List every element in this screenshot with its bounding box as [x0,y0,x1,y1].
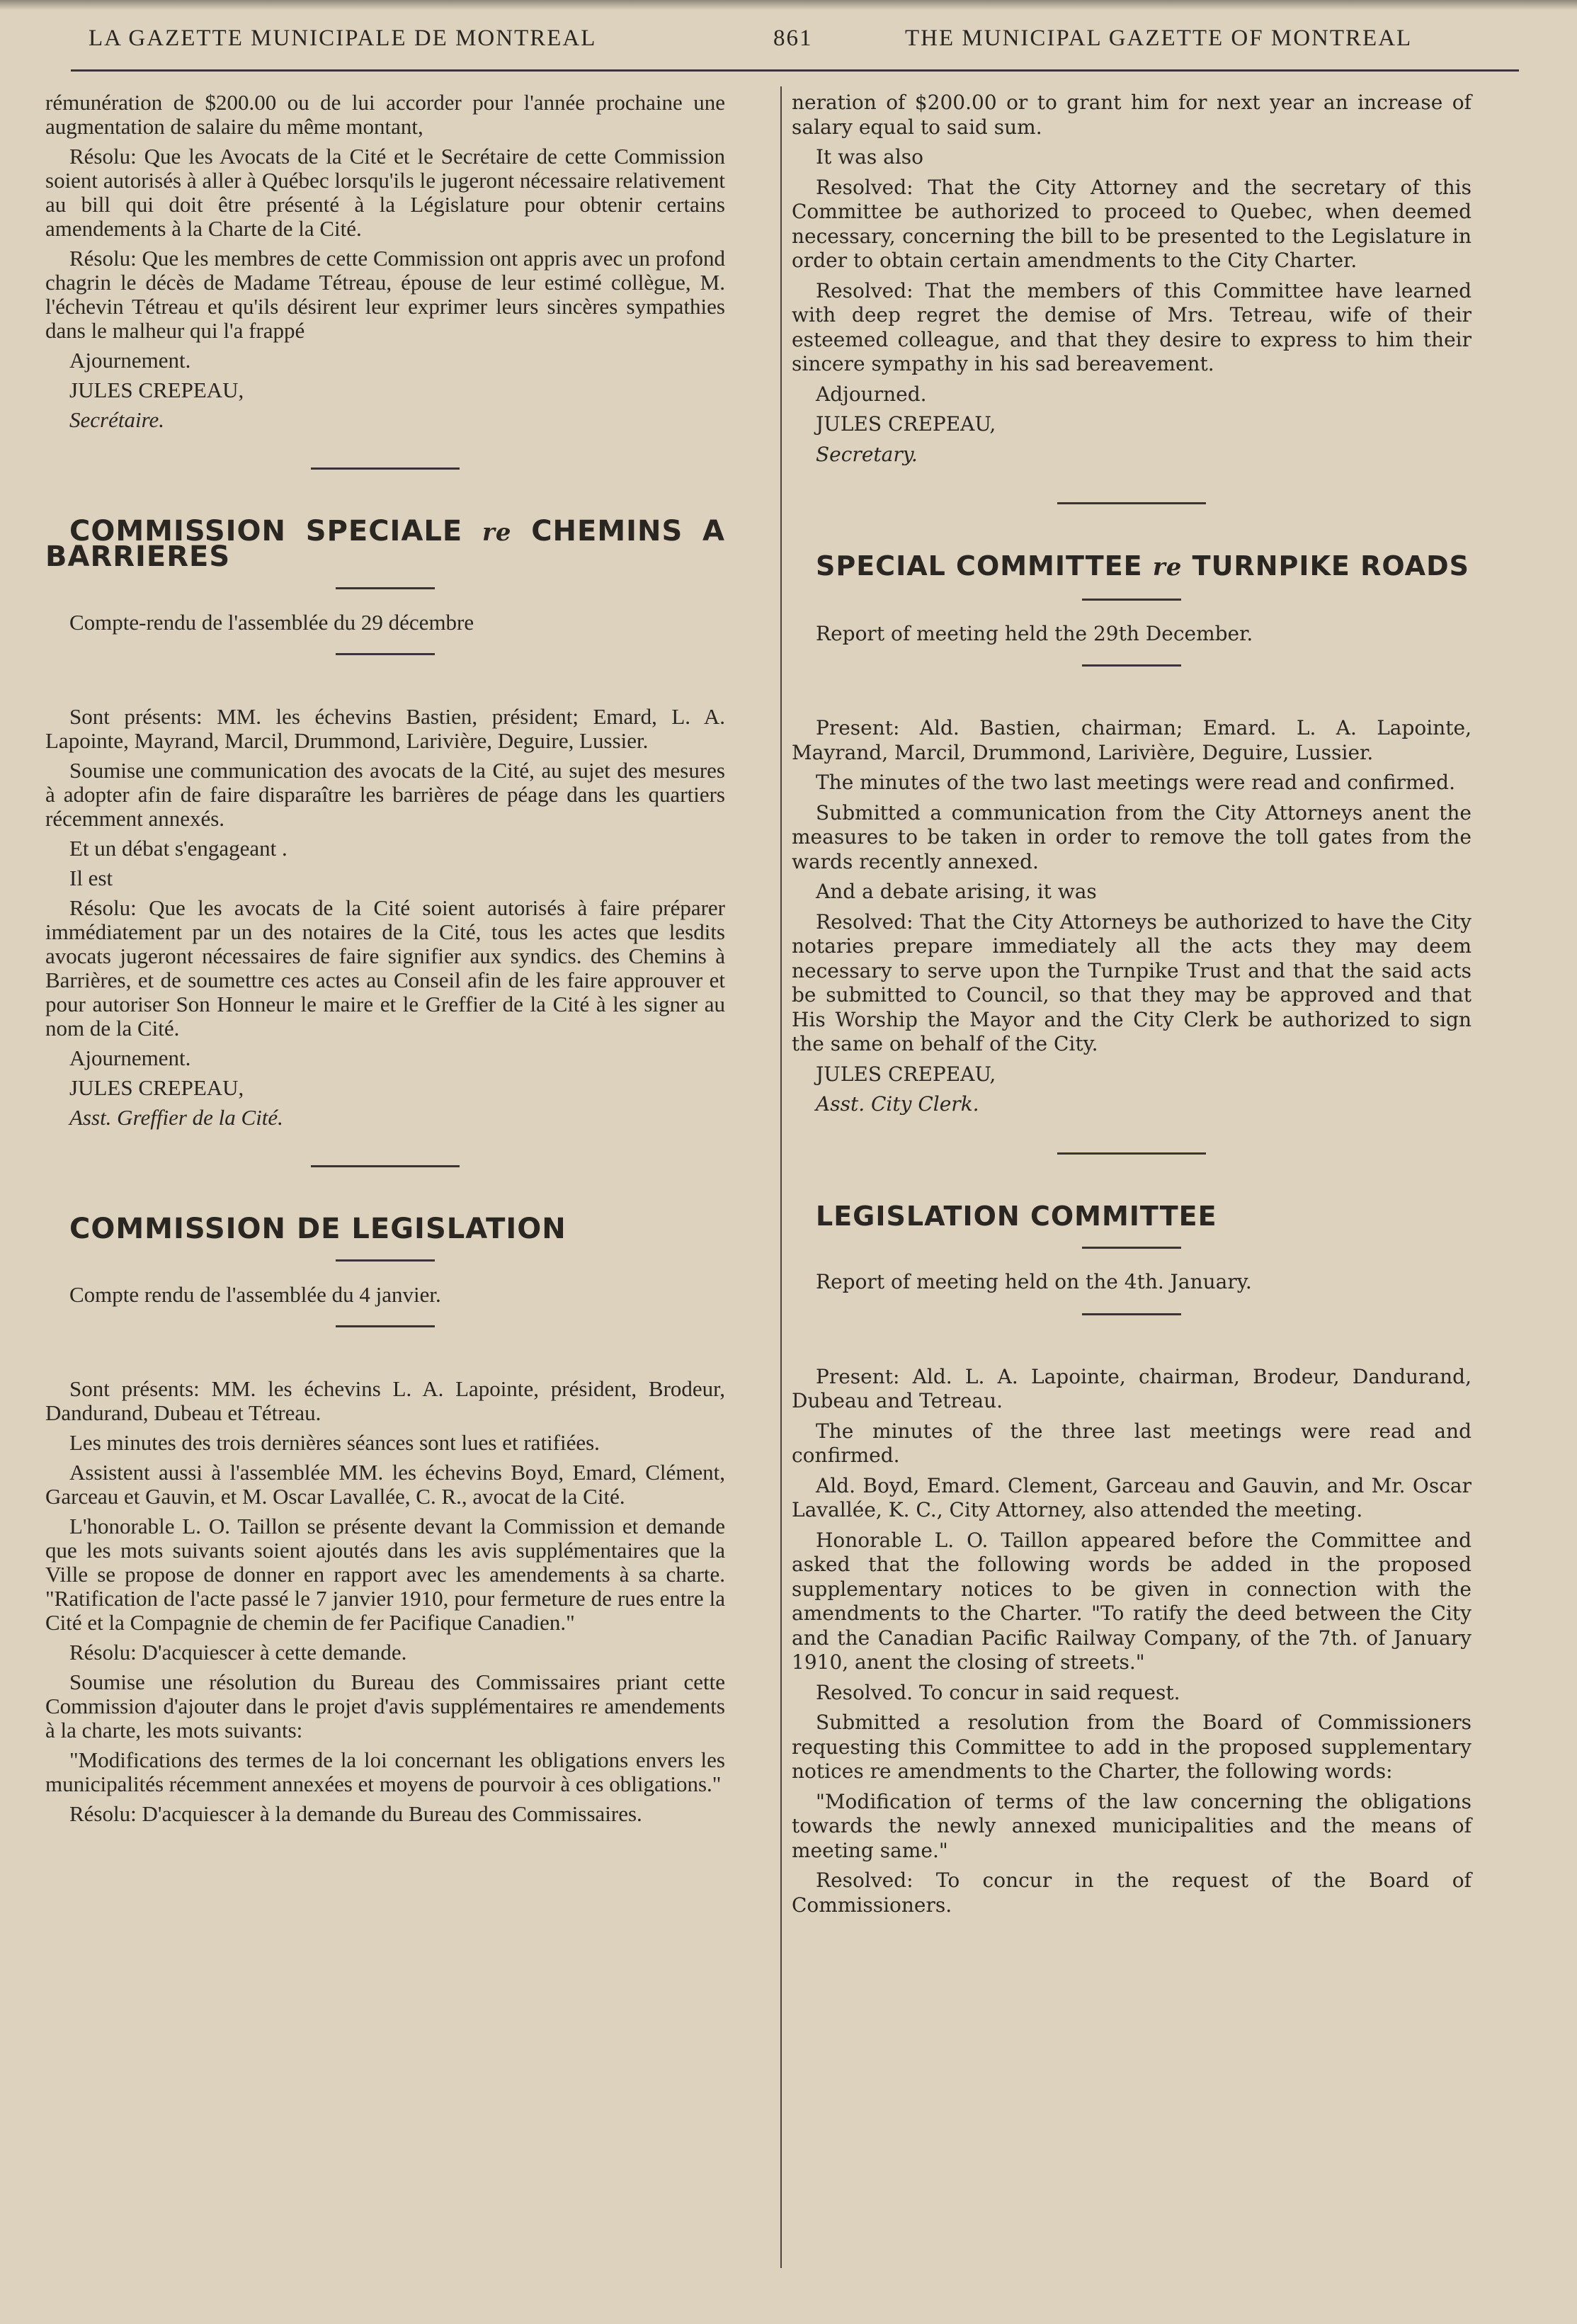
signature-title: Asst. Greffier de la Cité. [69,1105,283,1130]
paragraph: Resolved. To concur in said request. [816,1680,1180,1704]
section-heading: SPECIAL COMMITTEE re TURNPIKE ROADS [816,550,1469,582]
paragraph: Résolu: Que les membres de cette Commission ont appris avec un profond chagrin le décès de Madame Tétreau, épouse de leur estimé collègue, M. l'échevin Tétreau et qu'ils désirent leur exprimer leurs sincères sympathies dans le malheur qui l'a frappé [45,246,725,343]
paragraph: And a debate arising, it was [816,880,1097,903]
paragraph: Ajournement. [69,1045,191,1070]
left-section-1 [45,91,725,432]
section-separator [1057,502,1206,504]
heading-rule [336,587,435,589]
paragraph: Present: Ald. Bastien, chairman; Emard. L. A. Lapointe, Mayrand, Marcil, Drummond, Larivière, Deguire, Lussier. [792,716,1471,764]
header-english-title: THE MUNICIPAL GAZETTE OF MONTREAL [905,25,1413,51]
paragraph: Sont présents: MM. les échevins Bastien, président; Emard, L. A. Lapointe, Mayrand, Marcil, Drummond, Larivière, Deguire, Lussier. [45,704,725,753]
signature-title: Secrétaire. [69,407,164,432]
header-rule [71,69,1519,72]
paragraph: It was also [816,145,924,169]
paragraph: Les minutes des trois dernières séances sont lues et ratifiées. [69,1430,600,1455]
paragraph: Résolu: D'acquiescer à cette demande. [69,1640,407,1665]
right-section-2 [792,550,1471,1117]
heading-rule [336,653,435,655]
heading-rule [336,1325,435,1327]
paragraph: neration of $200.00 or to grant him for next year an increase of salary equal to said sum. [792,91,1471,139]
page-header [0,25,1577,68]
heading-rule [1082,664,1181,667]
paragraph: Resolved: That the City Attorney and the secretary of this Committee be authorized to proceed to Quebec, when deemed necessary, concerning the bill to be presented to the Legislature in order to obtain certain amendments to the City Charter. [792,175,1471,272]
heading-rule [1082,1313,1181,1315]
signature-name: JULES CREPEAU, [69,1075,244,1100]
paragraph: Resolved: That the City Attorneys be authorized to have the City notaries prepare immediately all the acts they may deem necessary to serve upon the Turnpike Trust and that the said acts be submitted to Council, so that they may be approved and that His Worship the Mayor and the City Clerk be authorized to sign the same on behalf of the City. [792,909,1471,1055]
paragraph: "Modifications des termes de la loi concernant les obligations envers les municipalités récemment annexées et moyens de pourvoir à ces obligations." [45,1747,725,1796]
paragraph: Résolu: D'acquiescer à la demande du Bureau des Commissaires. [69,1801,642,1826]
paragraph: Honorable L. O. Taillon appeared before the Committee and asked that the following words be added in the proposed supplementary notices to be given in connection with the amendments to the Charter. "To ratify the deed between the City and the Canadian Pacific Railway Company, of the 7th. of January 1910, anent the closing of streets." [792,1528,1471,1674]
report-line: Report of meeting held on the 4th. January. [816,1270,1252,1293]
header-french-title: LA GAZETTE MUNICIPALE DE MONTREAL [89,25,597,51]
report-line: Compte rendu de l'assemblée du 4 janvier. [69,1282,441,1307]
paragraph: Résolu: Que les avocats de la Cité soient autorisés à faire préparer immédiatement par un des notaires de la Cité, tous les actes que lesdits avocats jugeront nécessaires de faire signifier aux syndics. des Chemins à Barrières, et de soumettre ces actes au Conseil afin de les faire approuver et pour autoriser Son Honneur le maire et le Greffier de la Cité à les signer au nom de la Cité. [45,895,725,1041]
paragraph: rémunération de $200.00 ou de lui accorder pour l'année prochaine une augmentation de salaire du même montant, [45,90,725,139]
paragraph: Assistent aussi à l'assemblée MM. les échevins Boyd, Emard, Clément, Garceau et Gauvin, et M. Oscar Lavallée, C. R., avocat de la Cité. [45,1460,725,1509]
signature-title: Asst. City Clerk. [816,1092,979,1116]
heading-rule [1082,1247,1181,1249]
signature-name: JULES CREPEAU, [816,1062,996,1086]
page-edge-shadow [0,0,1577,10]
heading-rule [1082,599,1181,601]
signature-name: JULES CREPEAU, [816,412,996,436]
section-separator [311,467,460,470]
paragraph: Ald. Boyd, Emard. Clement, Garceau and Gauvin, and Mr. Oscar Lavallée, K. C., City Attorney, also attended the meeting. [792,1473,1471,1521]
paragraph: Sont présents: MM. les échevins L. A. Lapointe, président, Brodeur, Dandurand, Dubeau et Tétreau. [45,1376,725,1425]
paragraph: Et un débat s'engageant . [69,836,287,861]
section-separator [1057,1152,1206,1155]
report-line: Report of meeting held the 29th December. [816,621,1253,645]
paragraph: Resolved: To concur in the request of the Board of Commissioners. [792,1869,1471,1917]
left-section-3 [45,1213,725,1826]
french-column [45,91,725,1832]
signature-name: JULES CREPEAU, [69,378,244,402]
right-section-1 [792,91,1471,467]
report-line: Compte-rendu de l'assemblée du 29 décembre [69,610,474,635]
page-number: 861 [773,25,813,51]
section-separator [311,1165,460,1167]
paragraph: Submitted a communication from the City Attorneys anent the measures to be taken in order to remove the toll gates from the wards recently annexed. [792,800,1471,873]
section-heading: COMMISSION SPECIALE re CHEMINS A BARRIERES [45,515,726,573]
right-section-3 [792,1200,1471,1918]
paragraph: Résolu: Que les Avocats de la Cité et le Secrétaire de cette Commission soient autorisés à aller à Québec lorsqu'ils le jugeront nécessaire relativement au bill qui doit être présenté à la Législature pour obtenir certains amendements à la Charte de la Cité. [45,144,725,241]
paragraph: L'honorable L. O. Taillon se présente devant la Commission et demande que les mots suivants soient ajoutés dans les avis supplémentaires que la Ville se propose de donner en rapport avec les amendements à sa charte. "Ratification de l'acte passé le 7 janvier 1910, pour fermeture de rues entre la Cité et la Compagnie de chemin de fer Pacifique Canadien." [45,1514,725,1635]
left-section-2 [45,515,726,1130]
paragraph: Soumise une résolution du Bureau des Commissaires priant cette Commission d'ajouter dans le projet d'avis supplémentaires re amendements à la charte, les mots suivants: [45,1670,725,1742]
paragraph: Adjourned. [816,382,927,406]
paragraph: Resolved: That the members of this Committee have learned with deep regret the demise of Mrs. Tetreau, wife of their esteemed colleague, and that they desire to express to him their sincere sympathy in his sad bereavement. [792,278,1471,375]
paragraph: Present: Ald. L. A. Lapointe, chairman, Brodeur, Dandurand, Dubeau and Tetreau. [792,1364,1471,1412]
english-column [792,91,1471,1923]
signature-title: Secretary. [816,442,918,466]
heading-rule [336,1259,435,1262]
paragraph: The minutes of the two last meetings were read and confirmed. [816,771,1455,794]
column-divider [780,86,782,2268]
paragraph: Ajournement. [69,348,191,373]
paragraph: The minutes of the three last meetings were read and confirmed. [792,1419,1471,1467]
section-heading: COMMISSION DE LEGISLATION [69,1213,567,1245]
paragraph: Soumise une communication des avocats de la Cité, au sujet des mesures à adopter afin de faire disparaître les barrières de péage dans les quartiers récemment annexés. [45,758,725,831]
paragraph: "Modification of terms of the law concerning the obligations towards the newly annexed municipalities and the means of meeting same." [792,1789,1471,1862]
paragraph: Il est [69,866,113,890]
paragraph: Submitted a resolution from the Board of Commissioners requesting this Committee to add in the proposed supplementary notices re amendments to the Charter, the following words: [792,1711,1471,1783]
section-heading: LEGISLATION COMMITTEE [816,1200,1217,1232]
